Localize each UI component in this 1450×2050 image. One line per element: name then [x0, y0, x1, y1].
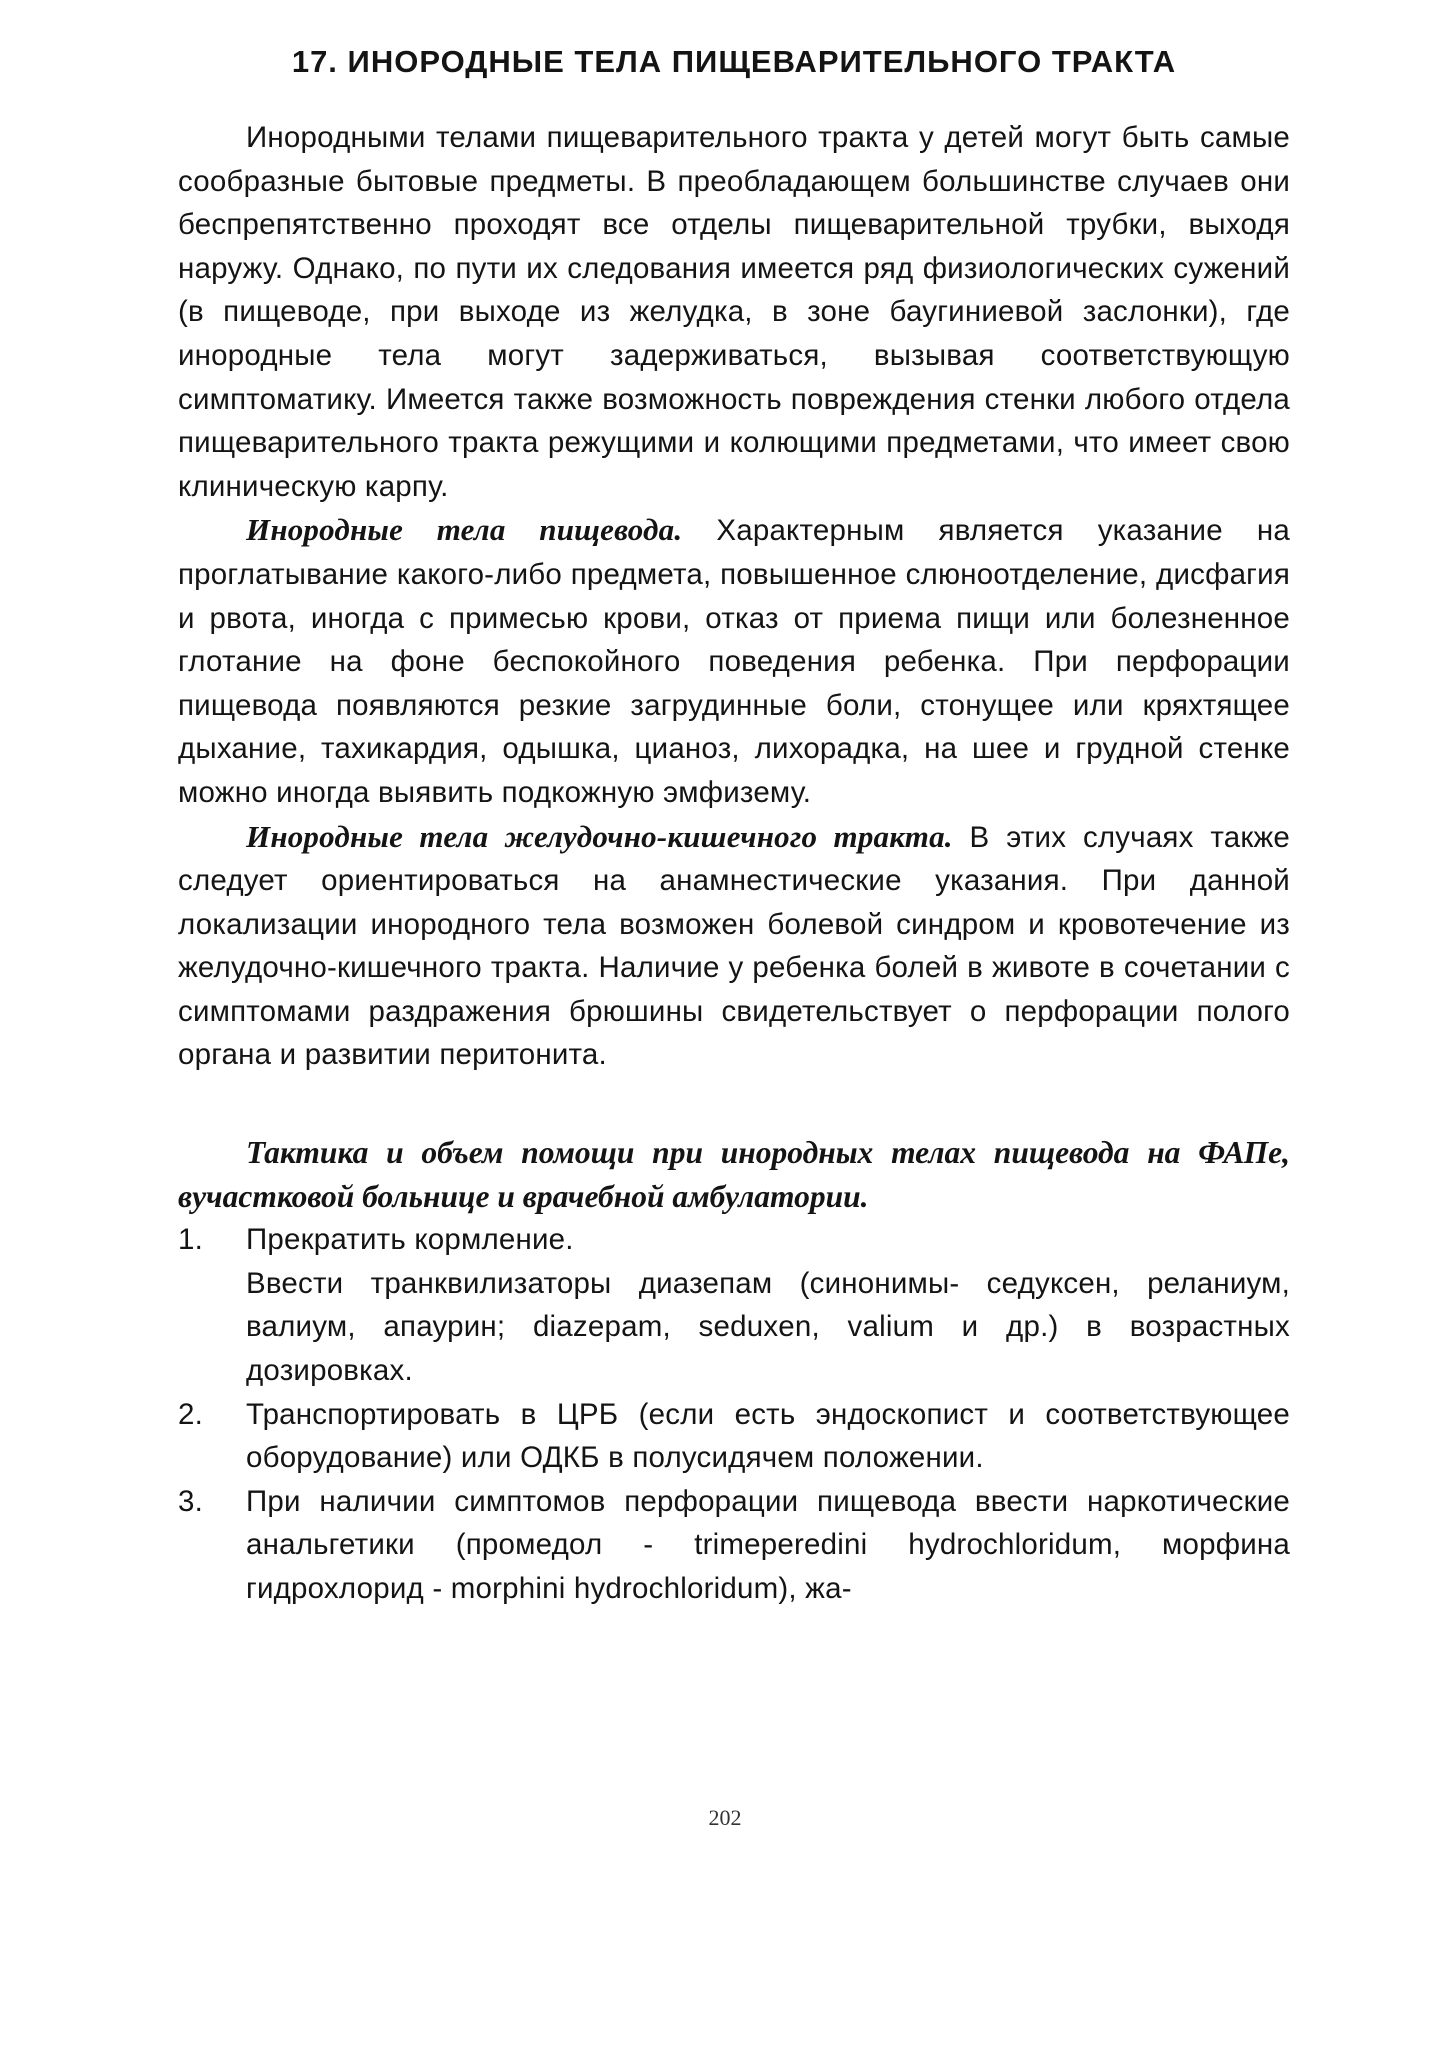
esophagus-text: Характерным является указание на проглатывание какого-либо предмета, повышенное слюноотделение, дисфагия и рвота, иногда с примесью крови, отказ от приема пищи или болезненное глотание на фоне беспокойного поведения ребенка. При перфорации пищевода появляются резкие загрудинные боли, стонущее или кряхтящее дыхание, тахикардия, одышка, цианоз, лихорадка, на шее и грудной стенке можно иногда выявить подкожную эмфизему. — [178, 514, 1290, 809]
list-item-number: 3. — [178, 1484, 204, 1518]
list-item-text: Прекратить кормление. — [246, 1223, 574, 1257]
gi-tract-paragraph — [178, 815, 1290, 1078]
page-number: 202 — [708, 1805, 742, 1830]
list-item-text: Ввести транквилизаторы диазепам (синонимы- седуксен, реланиум, валиум, апаурин; diazepam, seduxen, valium и др.) в возрастных дозировках. — [246, 1266, 1290, 1388]
list-item — [178, 1218, 1290, 1392]
list-item-text: При наличии симптомов перфорации пищевода ввести наркотические анальгетики (промедол - trimeperedini hydrochloridum, морфина гидрохлорид - morphini hydrochloridum), жа- — [246, 1484, 1290, 1605]
chapter-heading: 17. ИНОРОДНЫЕ ТЕЛА ПИЩЕВАРИТЕЛЬНОГО ТРАКТА — [291, 44, 1177, 79]
list-item-text: Транспортировать в ЦРБ (если есть эндоскопист и соответствующее оборудование) или ОДКБ в полусидячем положении. — [246, 1397, 1290, 1475]
tactics-title: Тактика и объем помощи при инородных телах пищевода на ФАПе, вучастковой больнице и врачебной амбулатории. — [178, 1135, 1290, 1214]
tactics-list — [178, 1218, 1290, 1610]
list-item — [178, 1480, 1290, 1611]
page-content — [178, 44, 1290, 1611]
esophagus-title: Инородные тела пищевода. — [246, 512, 683, 548]
gi-tract-text: В этих случаях также следует ориентироваться на анамнестические указания. При данной локализации инородного тела возможен болевой синдром и кровотечение из желудочно-кишечного тракта. Наличие у ребенка болей в животе в сочетании с симптомами раздражения брюшины свидетельствует о перфорации полого органа и развитии перитонита. — [178, 820, 1290, 1072]
list-item-number: 2. — [178, 1397, 204, 1431]
list-item-number: 1. — [178, 1223, 204, 1257]
list-item — [178, 1393, 1290, 1480]
gi-tract-title: Инородные тела желудочно-кишечного тракта. — [246, 818, 953, 854]
intro-paragraph: Инородными телами пищеварительного тракта у детей могут быть самые сообразные бытовые предметы. В преобладающем большинстве случаев они беспрепятственно проходят все отделы пищеварительной трубки, выходя наружу. Однако, по пути их следования имеется ряд физиологических сужений (в пищеводе, при выходе из желудка, в зоне баугиниевой заслонки), где инородные тела могут задерживаться, вызывая соответствующую симптоматику. Имеется также возможность повреждения стенки любого отдела пищеварительного тракта режущими и колющими предметами, что имеет свою клиническую карпу. — [178, 121, 1290, 503]
esophagus-paragraph — [178, 508, 1290, 814]
